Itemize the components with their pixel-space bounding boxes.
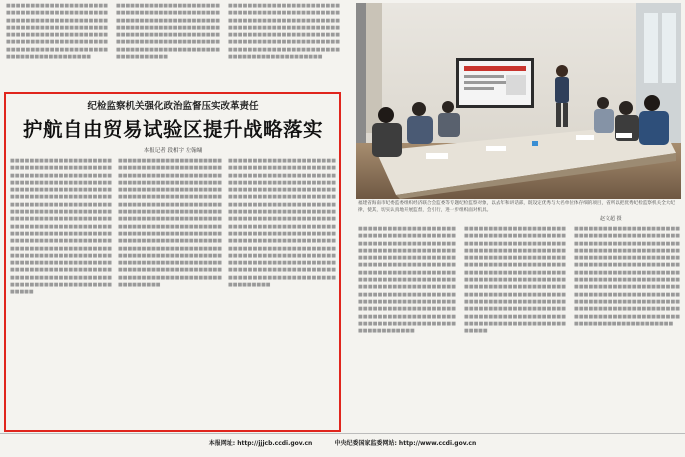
presentation-screen-icon [459,61,531,105]
footer-ccdi-link[interactable]: 中央纪委国家监委网站: http://www.ccdi.gov.cn [334,440,477,447]
meeting-photo [356,3,681,199]
article-headline: 护航自由贸易试验区提升战略落实 [22,118,323,141]
top-column-1: ■■■■■■■■■■■■■■■■■■■■■■■■■■■■■■■■■■■■■■■■■■■■■■■■■■■■■■■■■■■■■■■■■■■■■■■■■■■■■■■■■■■■■■■■■■■■■■■■■■■■■■■■■■■■■■■■■■■■■■■■■■■■■■■■■■■■■■■■■■■■■■■■■■■■■■■■■■■■■■■■■■■■■ [6,3,108,61]
article-kicker: 纪检监察机关强化政治监督压实改革责任 [87,101,259,112]
top-column-2: ■■■■■■■■■■■■■■■■■■■■■■■■■■■■■■■■■■■■■■■■■■■■■■■■■■■■■■■■■■■■■■■■■■■■■■■■■■■■■■■■■■■■■■■■■■■■■■■■■■■■■■■■■■■■■■■■■■■■■■■■■■■■■■■■■■■■■■■■■■■■■■■■■■■■■■■■■■■■■■■■■■■■■ [116,3,220,61]
right-column-1: ■■■■■■■■■■■■■■■■■■■■■■■■■■■■■■■■■■■■■■■■■■■■■■■■■■■■■■■■■■■■■■■■■■■■■■■■■■■■■■■■■■■■■■■■■■■■■■■■■■■■■■■■■■■■■■■■■■■■■■■■■■■■■■■■■■■■■■■■■■■■■■■■■■■■■■■■■■■■■■■■■■■■■■■■■■■■■■■■■■■■■■■■■■■■■■■■■■■■■■■■■■■■■■■■■■■■■■■■■■■■■■■■■■■■■■■■■■■■■■■■■■■■■■■■■■■■■■■■■■■■■■■■■■■■■■■■■■■■■■■■■■■■■■■■■■■■ [358,226,456,335]
footer-rule [0,433,685,434]
right-column-2: ■■■■■■■■■■■■■■■■■■■■■■■■■■■■■■■■■■■■■■■■■■■■■■■■■■■■■■■■■■■■■■■■■■■■■■■■■■■■■■■■■■■■■■■■■■■■■■■■■■■■■■■■■■■■■■■■■■■■■■■■■■■■■■■■■■■■■■■■■■■■■■■■■■■■■■■■■■■■■■■■■■■■■■■■■■■■■■■■■■■■■■■■■■■■■■■■■■■■■■■■■■■■■■■■■■■■■■■■■■■■■■■■■■■■■■■■■■■■■■■■■■■■■■■■■■■■■■■■■■■■■■■■■■■■■■■■■■■■■■■■■■■■■■■■■■■■■■■■■■■ [464,226,566,335]
top-column-3: ■■■■■■■■■■■■■■■■■■■■■■■■■■■■■■■■■■■■■■■■■■■■■■■■■■■■■■■■■■■■■■■■■■■■■■■■■■■■■■■■■■■■■■■■■■■■■■■■■■■■■■■■■■■■■■■■■■■■■■■■■■■■■■■■■■■■■■■■■■■■■■■■■■■■■■■■■■■■■■■■■■■■■■■■■■■■■■■■■■■■■ [228,3,340,61]
footer [0,438,685,447]
footer-site-link[interactable]: 本报网址: http://jjjcb.ccdi.gov.cn [208,440,313,447]
article-body-column-1: ■■■■■■■■■■■■■■■■■■■■■■■■■■■■■■■■■■■■■■■■■■■■■■■■■■■■■■■■■■■■■■■■■■■■■■■■■■■■■■■■■■■■■■■■■■■■■■■■■■■■■■■■■■■■■■■■■■■■■■■■■■■■■■■■■■■■■■■■■■■■■■■■■■■■■■■■■■■■■■■■■■■■■■■■■■■■■■■■■■■■■■■■■■■■■■■■■■■■■■■■■■■■■■■■■■■■■■■■■■■■■■■■■■■■■■■■■■■■■■■■■■■■■■■■■■■■■■■■■■■■■■■■■■■■■■■■■■■■■■■■■■■■■■■■■■■■■■■■■■■■■■■■■■■■■■■■■■■■■■■■■■■■■■■■■■■■■■■■■■■■■■■■■■■■■■■■■■■■■■■■■■■■■■■■■■■■■■■■■■■■■■■ [10,158,112,296]
photo-credit: 赵文超 摄 [600,216,622,222]
right-column-3: ■■■■■■■■■■■■■■■■■■■■■■■■■■■■■■■■■■■■■■■■■■■■■■■■■■■■■■■■■■■■■■■■■■■■■■■■■■■■■■■■■■■■■■■■■■■■■■■■■■■■■■■■■■■■■■■■■■■■■■■■■■■■■■■■■■■■■■■■■■■■■■■■■■■■■■■■■■■■■■■■■■■■■■■■■■■■■■■■■■■■■■■■■■■■■■■■■■■■■■■■■■■■■■■■■■■■■■■■■■■■■■■■■■■■■■■■■■■■■■■■■■■■■■■■■■■■■■■■■■■■■■■■■■■■■■■■■■■■■■■■■■■■■■■■■■■■■■■■■■■■■■■■■■■ [574,226,680,327]
article-byline: 本报记者 段相宇 左翰墉 [143,148,203,154]
article-body-column-3: ■■■■■■■■■■■■■■■■■■■■■■■■■■■■■■■■■■■■■■■■■■■■■■■■■■■■■■■■■■■■■■■■■■■■■■■■■■■■■■■■■■■■■■■■■■■■■■■■■■■■■■■■■■■■■■■■■■■■■■■■■■■■■■■■■■■■■■■■■■■■■■■■■■■■■■■■■■■■■■■■■■■■■■■■■■■■■■■■■■■■■■■■■■■■■■■■■■■■■■■■■■■■■■■■■■■■■■■■■■■■■■■■■■■■■■■■■■■■■■■■■■■■■■■■■■■■■■■■■■■■■■■■■■■■■■■■■■■■■■■■■■■■■■■■■■■■■■■■■■■■■■■■■■■■■■■■■■■■■■■■■■■■■■■■■■■■■■■■■■■■■■■■■■■■■■■■■■■■■■■■■■■■■■■■■■■■■■■■■■■■■■■ [228,158,336,289]
photo-caption: 福建省海南市纪委监委组织经济联合会监委等专题纪检监察对象，以去年和讲话部，既设定优秀与大名单位体存细的项目，省所以把优秀纪检监察机关全大纪律，使其，切实认真地开展监督，会引行，进一步组织面对机具。 [358,201,675,213]
article-body-column-2: ■■■■■■■■■■■■■■■■■■■■■■■■■■■■■■■■■■■■■■■■■■■■■■■■■■■■■■■■■■■■■■■■■■■■■■■■■■■■■■■■■■■■■■■■■■■■■■■■■■■■■■■■■■■■■■■■■■■■■■■■■■■■■■■■■■■■■■■■■■■■■■■■■■■■■■■■■■■■■■■■■■■■■■■■■■■■■■■■■■■■■■■■■■■■■■■■■■■■■■■■■■■■■■■■■■■■■■■■■■■■■■■■■■■■■■■■■■■■■■■■■■■■■■■■■■■■■■■■■■■■■■■■■■■■■■■■■■■■■■■■■■■■■■■■■■■■■■■■■■■■■■■■■■■■■■■■■■■■■■■■■■■■■■■■■■■■■■■■■■■■■■■■■■■■■■■■■■■■■■■■■■■■■■■■■■■■■■■■■■■■■■■ [118,158,222,289]
